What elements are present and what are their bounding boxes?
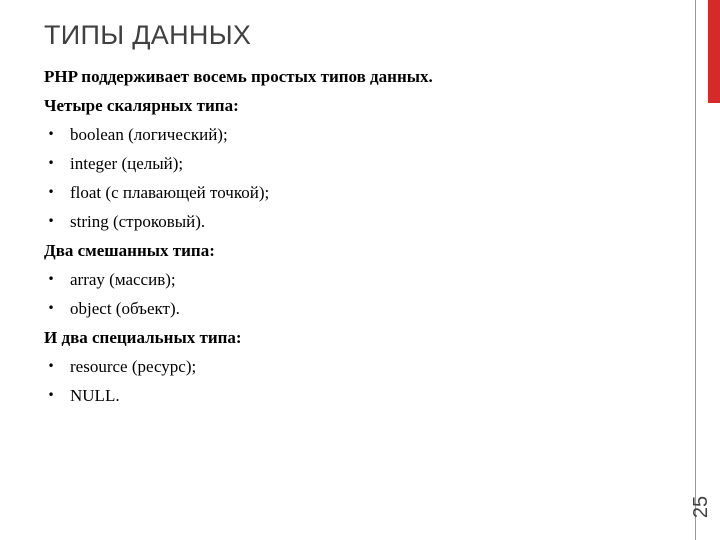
list-item-text: integer (целый); <box>70 154 184 173</box>
list-item-text: object (объект). <box>70 299 180 318</box>
list-item-text: NULL. <box>70 386 120 405</box>
list-item-text: string (строковый). <box>70 212 206 231</box>
section-heading-scalar: Четыре скалярных типа: <box>44 96 239 115</box>
section-heading-compound: Два смешанных типа: <box>44 241 215 260</box>
bullet-icon: • <box>47 214 55 228</box>
list-item-string <box>44 207 684 236</box>
list-item-array <box>44 265 684 294</box>
bullet-icon: • <box>47 301 55 315</box>
slide-title: ТИПЫ ДАННЫХ <box>44 20 252 50</box>
list-item-resource <box>44 352 684 381</box>
intro-line: PHP поддерживает восемь простых типов данных. <box>44 67 433 86</box>
list-item-float <box>44 178 684 207</box>
list-item-boolean <box>44 120 684 149</box>
slide-content <box>44 62 684 410</box>
list-item-text: float (с плавающей точкой); <box>70 183 270 202</box>
bullet-icon: • <box>47 156 55 170</box>
section-heading-special: И два специальных типа: <box>44 328 242 347</box>
page-number: 25 <box>690 495 712 519</box>
list-item-object <box>44 294 684 323</box>
bullet-icon: • <box>47 185 55 199</box>
bullet-icon: • <box>47 127 55 141</box>
bullet-icon: • <box>47 388 55 402</box>
bullet-icon: • <box>47 359 55 373</box>
list-item-text: boolean (логический); <box>70 125 228 144</box>
list-item-null <box>44 381 684 410</box>
accent-bar <box>708 0 720 103</box>
list-item-text: array (массив); <box>70 270 176 289</box>
list-item-integer <box>44 149 684 178</box>
bullet-icon: • <box>47 272 55 286</box>
list-item-text: resource (ресурс); <box>70 357 197 376</box>
vertical-divider <box>695 0 696 540</box>
